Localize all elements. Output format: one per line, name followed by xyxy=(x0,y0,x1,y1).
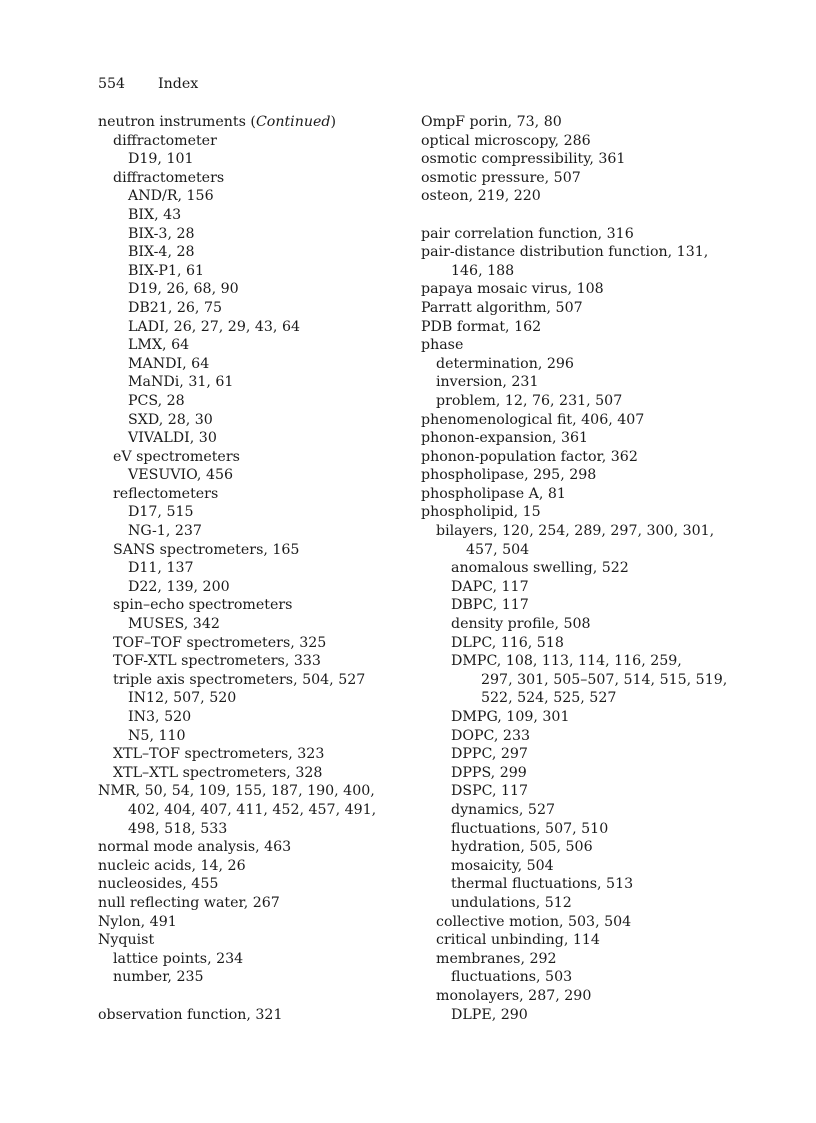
entry-text: diffractometer xyxy=(113,132,217,149)
index-entry-level-0 xyxy=(421,336,727,355)
entry-text: D22, 139, 200 xyxy=(128,578,230,595)
index-entry-level-0 xyxy=(98,782,376,801)
index-entry-level-2 xyxy=(98,392,376,411)
index-entry-level-0 xyxy=(421,187,727,206)
index-entry-level-0 xyxy=(98,113,376,132)
index-entry-continuation xyxy=(98,801,376,820)
index-entry-level-1 xyxy=(98,652,376,671)
index-entry-level-1 xyxy=(421,522,727,541)
entry-text: observation function, 321 xyxy=(98,1006,283,1023)
index-entry-continuation xyxy=(98,820,376,839)
index-column-left xyxy=(98,113,376,1024)
entry-text: 146, 188 xyxy=(451,262,515,279)
entry-text: dynamics, 527 xyxy=(451,801,556,818)
entry-text: D19, 101 xyxy=(128,151,194,168)
index-entry-level-2 xyxy=(98,503,376,522)
index-entry-level-1 xyxy=(98,968,376,987)
index-entry-level-0 xyxy=(98,1006,376,1025)
entry-text: pair-distance distribution function, 131, xyxy=(421,244,709,261)
entry-text: BIX-3, 28 xyxy=(128,225,195,242)
index-entry-continuation xyxy=(421,262,727,281)
entry-text: fluctuations, 507, 510 xyxy=(451,820,609,837)
entry-text: lattice points, 234 xyxy=(113,950,244,967)
index-entry-level-1 xyxy=(98,132,376,151)
entry-text: 402, 404, 407, 411, 452, 457, 491, xyxy=(128,801,377,818)
index-entry-level-2 xyxy=(421,1006,727,1025)
entry-text: IN3, 520 xyxy=(128,709,192,725)
index-entry-level-2 xyxy=(98,615,376,634)
index-entry-level-2 xyxy=(98,727,376,746)
entry-text: phenomenological fit, 406, 407 xyxy=(421,411,645,428)
entry-text: problem, 12, 76, 231, 507 xyxy=(436,392,623,409)
entry-text: SANS spectrometers, 165 xyxy=(113,541,300,558)
entry-text: NG-1, 237 xyxy=(128,523,202,540)
index-entry-level-2 xyxy=(98,225,376,244)
entry-text: BIX-4, 28 xyxy=(128,244,195,261)
entry-text: neutron instruments ( xyxy=(98,114,256,130)
entry-text: osteon, 219, 220 xyxy=(421,188,541,205)
entry-text: DBPC, 117 xyxy=(451,597,529,614)
entry-text: D19, 26, 68, 90 xyxy=(128,281,239,298)
index-entry-level-1 xyxy=(98,169,376,188)
index-entry-level-2 xyxy=(421,578,727,597)
index-entry-level-1 xyxy=(421,373,727,392)
index-entry-level-2 xyxy=(98,318,376,337)
index-entry-level-0 xyxy=(421,243,727,262)
index-entry-level-2 xyxy=(421,782,727,801)
index-entry-level-2 xyxy=(421,764,727,783)
index-entry-level-0 xyxy=(98,894,376,913)
entry-text: BIX, 43 xyxy=(128,206,182,223)
entry-text: D17, 515 xyxy=(128,504,194,521)
index-entry-level-0 xyxy=(421,429,727,448)
entry-text-suffix: ) xyxy=(330,114,337,130)
index-entry-level-0 xyxy=(98,838,376,857)
entry-text: 498, 518, 533 xyxy=(128,820,228,837)
entry-text: DPPC, 297 xyxy=(451,746,528,763)
index-entry-level-2 xyxy=(421,968,727,987)
entry-text: inversion, 231 xyxy=(436,374,539,391)
index-entry-level-1 xyxy=(98,541,376,560)
index-entry-level-0 xyxy=(98,913,376,932)
entry-text: hydration, 505, 506 xyxy=(451,839,593,856)
index-entry-level-1 xyxy=(98,448,376,467)
index-entry-level-0 xyxy=(421,280,727,299)
index-entry-level-2 xyxy=(421,652,727,671)
entry-text: DMPG, 109, 301 xyxy=(451,709,570,725)
entry-text: eV spectrometers xyxy=(113,448,240,465)
entry-text: DPPS, 299 xyxy=(451,764,527,781)
index-entry-level-2 xyxy=(98,150,376,169)
entry-text: D11, 137 xyxy=(128,560,194,577)
entry-text: MUSES, 342 xyxy=(128,616,220,633)
entry-text: critical unbinding, 114 xyxy=(436,932,600,949)
index-entry-level-1 xyxy=(421,355,727,374)
index-entry-level-2 xyxy=(98,373,376,392)
index-entry-level-2 xyxy=(421,894,727,913)
index-entry-level-2 xyxy=(98,466,376,485)
entry-text: mosaicity, 504 xyxy=(451,857,554,874)
entry-text: XTL–XTL spectrometers, 328 xyxy=(113,764,323,781)
page-number: 554 xyxy=(98,76,126,92)
index-entry-level-1 xyxy=(98,596,376,615)
entry-text: PDB format, 162 xyxy=(421,318,542,335)
entry-text: fluctuations, 503 xyxy=(451,969,573,986)
index-entry-level-2 xyxy=(421,838,727,857)
entry-text: VIVALDI, 30 xyxy=(128,430,217,447)
entry-italic-text: Continued xyxy=(255,114,331,130)
index-entry-level-1 xyxy=(421,987,727,1006)
index-entry-level-2 xyxy=(421,745,727,764)
index-entry-level-2 xyxy=(98,411,376,430)
entry-text: SXD, 28, 30 xyxy=(128,411,213,428)
entry-text: VESUVIO, 456 xyxy=(128,467,234,484)
index-entry-level-0 xyxy=(421,132,727,151)
index-entry-level-2 xyxy=(98,429,376,448)
entry-text: DLPC, 116, 518 xyxy=(451,634,564,651)
index-entry-level-2 xyxy=(98,689,376,708)
index-entry-level-0 xyxy=(98,857,376,876)
letter-group-gap xyxy=(421,206,727,225)
entry-text: DB21, 26, 75 xyxy=(128,299,222,316)
index-entry-continuation xyxy=(421,689,727,708)
index-column-right xyxy=(421,113,727,1024)
index-entry-continuation xyxy=(421,541,727,560)
entry-text: thermal fluctuations, 513 xyxy=(451,876,634,893)
entry-text: normal mode analysis, 463 xyxy=(98,839,292,856)
index-entry-level-1 xyxy=(421,392,727,411)
index-entry-level-1 xyxy=(98,745,376,764)
index-entry-level-2 xyxy=(421,708,727,727)
entry-text: phospholipid, 15 xyxy=(421,504,541,521)
index-entry-level-2 xyxy=(98,708,376,727)
index-entry-level-1 xyxy=(98,764,376,783)
index-entry-level-0 xyxy=(421,225,727,244)
entry-text: phonon-expansion, 361 xyxy=(421,430,589,447)
index-entry-level-0 xyxy=(421,503,727,522)
entry-text: LADI, 26, 27, 29, 43, 64 xyxy=(128,318,301,335)
entry-text: DSPC, 117 xyxy=(451,783,529,800)
index-entry-level-0 xyxy=(98,931,376,950)
index-entry-level-1 xyxy=(421,913,727,932)
page-header xyxy=(98,76,198,92)
index-entry-level-2 xyxy=(421,857,727,876)
entry-text: OmpF porin, 73, 80 xyxy=(421,114,562,130)
entry-text: LMX, 64 xyxy=(128,337,190,354)
index-entry-level-2 xyxy=(98,262,376,281)
index-entry-level-2 xyxy=(421,727,727,746)
entry-text: MaNDi, 31, 61 xyxy=(128,374,234,391)
entry-text: PCS, 28 xyxy=(128,392,185,409)
index-entry-level-0 xyxy=(421,113,727,132)
entry-text: N5, 110 xyxy=(128,727,186,744)
index-entry-level-2 xyxy=(98,522,376,541)
entry-text: 297, 301, 505–507, 514, 515, 519, xyxy=(481,671,728,688)
entry-text: Nyquist xyxy=(98,932,155,949)
entry-text: monolayers, 287, 290 xyxy=(436,987,592,1004)
entry-text: reflectometers xyxy=(113,485,219,502)
index-entry-level-2 xyxy=(421,596,727,615)
entry-text: TOF-XTL spectrometers, 333 xyxy=(113,653,321,670)
entry-text: phospholipase A, 81 xyxy=(421,485,566,502)
index-entry-level-2 xyxy=(421,634,727,653)
entry-text: bilayers, 120, 254, 289, 297, 300, 301, xyxy=(436,523,715,540)
index-entry-level-1 xyxy=(98,671,376,690)
index-entry-level-0 xyxy=(421,485,727,504)
index-entry-level-0 xyxy=(421,411,727,430)
entry-text: IN12, 507, 520 xyxy=(128,690,237,707)
index-entry-level-2 xyxy=(421,559,727,578)
entry-text: phase xyxy=(421,337,464,354)
entry-text: pair correlation function, 316 xyxy=(421,225,634,242)
index-entry-level-1 xyxy=(98,950,376,969)
entry-text: phonon-population factor, 362 xyxy=(421,448,638,465)
entry-text: MANDI, 64 xyxy=(128,355,210,372)
index-entry-level-0 xyxy=(98,875,376,894)
index-entry-level-2 xyxy=(98,355,376,374)
entry-text: 457, 504 xyxy=(466,541,530,558)
entry-text: DOPC, 233 xyxy=(451,727,531,744)
entry-text: Nylon, 491 xyxy=(98,913,177,930)
entry-text: spin–echo spectrometers xyxy=(113,597,293,614)
index-entry-level-1 xyxy=(98,485,376,504)
entry-text: DLPE, 290 xyxy=(451,1006,528,1023)
index-entry-level-0 xyxy=(421,150,727,169)
index-entry-level-1 xyxy=(98,634,376,653)
entry-text: Parratt algorithm, 507 xyxy=(421,299,583,316)
entry-text: collective motion, 503, 504 xyxy=(436,913,632,930)
index-entry-level-1 xyxy=(421,931,727,950)
index-entry-level-2 xyxy=(98,187,376,206)
entry-text: diffractometers xyxy=(113,169,225,186)
entry-text: number, 235 xyxy=(113,969,204,986)
entry-text: nucleosides, 455 xyxy=(98,876,219,893)
index-entry-level-2 xyxy=(98,559,376,578)
index-entry-level-2 xyxy=(98,299,376,318)
index-entry-level-2 xyxy=(421,875,727,894)
index-entry-level-2 xyxy=(98,336,376,355)
entry-text: DMPC, 108, 113, 114, 116, 259, xyxy=(451,653,682,670)
entry-text: null reflecting water, 267 xyxy=(98,894,280,911)
index-entry-level-2 xyxy=(98,578,376,597)
entry-text: nucleic acids, 14, 26 xyxy=(98,857,246,874)
entry-text: determination, 296 xyxy=(436,355,574,372)
entry-text: TOF–TOF spectrometers, 325 xyxy=(113,634,327,651)
entry-text: undulations, 512 xyxy=(451,894,572,911)
entry-text: membranes, 292 xyxy=(436,950,557,967)
running-title: Index xyxy=(158,76,199,92)
index-entry-level-2 xyxy=(421,801,727,820)
entry-text: osmotic pressure, 507 xyxy=(421,169,581,186)
index-entry-continuation xyxy=(421,671,727,690)
entry-text: density profile, 508 xyxy=(451,616,591,633)
entry-text: phospholipase, 295, 298 xyxy=(421,467,597,484)
entry-text: XTL–TOF spectrometers, 323 xyxy=(113,746,325,763)
index-entry-level-2 xyxy=(421,615,727,634)
entry-text: AND/R, 156 xyxy=(128,188,214,205)
entry-text: anomalous swelling, 522 xyxy=(451,560,629,577)
entry-text: papaya mosaic virus, 108 xyxy=(421,281,604,298)
index-entry-level-0 xyxy=(421,448,727,467)
entry-text: optical microscopy, 286 xyxy=(421,132,591,149)
index-entry-level-2 xyxy=(98,206,376,225)
entry-text: 522, 524, 525, 527 xyxy=(481,690,617,707)
entry-text: NMR, 50, 54, 109, 155, 187, 190, 400, xyxy=(98,783,375,800)
entry-text: triple axis spectrometers, 504, 527 xyxy=(113,671,366,688)
index-entry-level-2 xyxy=(98,243,376,262)
letter-group-gap xyxy=(98,987,376,1006)
index-entry-level-2 xyxy=(98,280,376,299)
index-entry-level-0 xyxy=(421,466,727,485)
entry-text: DAPC, 117 xyxy=(451,578,529,595)
index-entry-level-2 xyxy=(421,820,727,839)
index-entry-level-1 xyxy=(421,950,727,969)
index-entry-level-0 xyxy=(421,318,727,337)
index-entry-level-0 xyxy=(421,299,727,318)
index-entry-level-0 xyxy=(421,169,727,188)
entry-text: BIX-P1, 61 xyxy=(128,262,205,279)
entry-text: osmotic compressibility, 361 xyxy=(421,151,626,168)
